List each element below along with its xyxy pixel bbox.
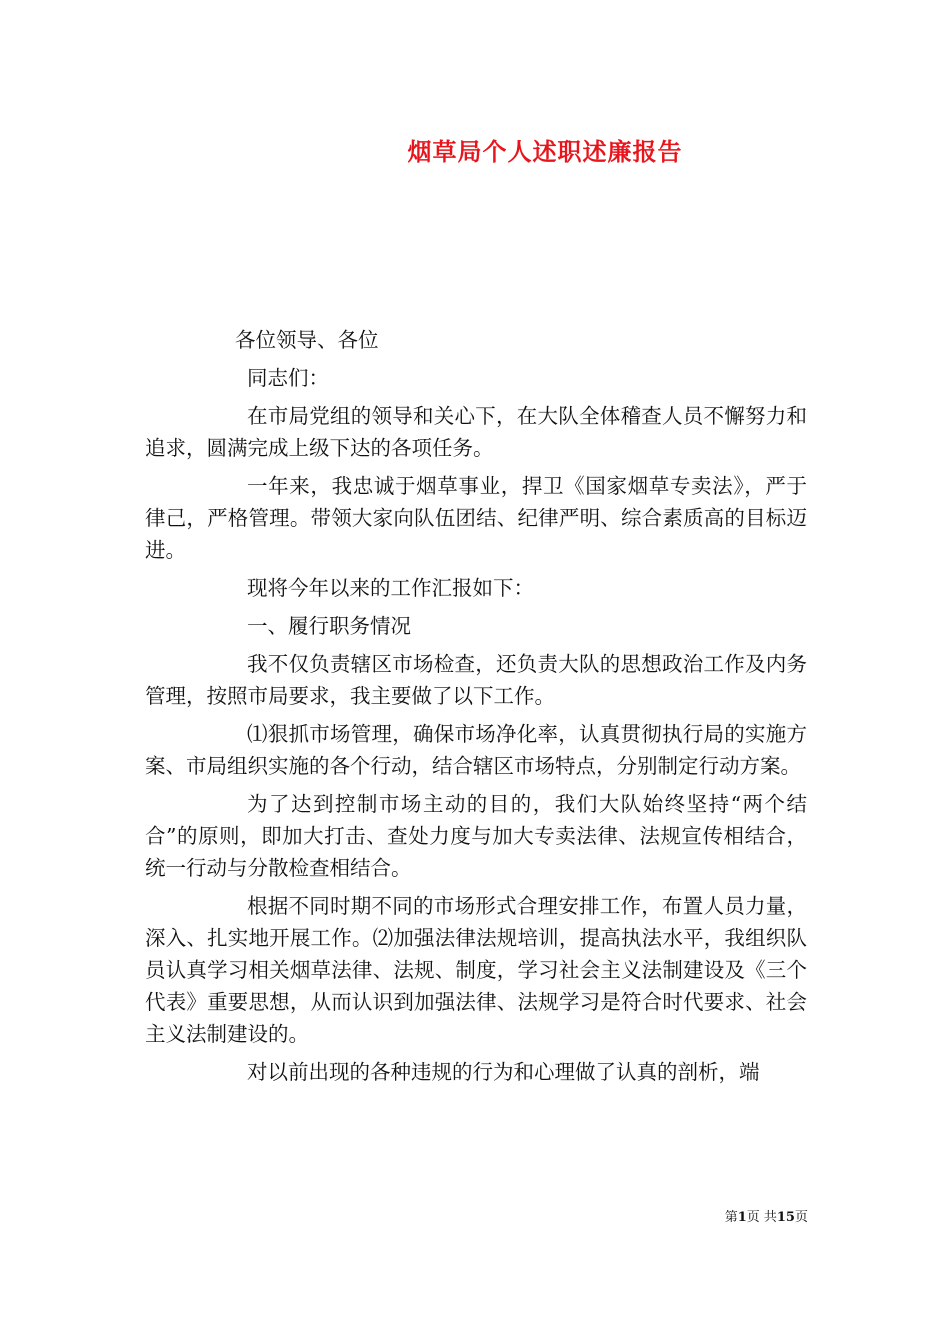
footer-middle: 页 共 <box>746 1210 777 1225</box>
paragraph: ⑴狠抓市场管理，确保市场净化率，认真贯彻执行局的实施方案、市局组织实施的各个行动，结合辖区市场特点，分别制定行动方案。 <box>145 722 807 778</box>
salutation-line-1: 各位领导、各位 <box>235 328 379 352</box>
paragraph: 为了达到控制市场主动的目的，我们大队始终坚持“两个结合”的原则，即加大打击、查处力度与加大专卖法律、法规宣传相结合，统一行动与分散检查相结合。 <box>145 792 807 880</box>
paragraph: 对以前出现的各种违规的行为和心理做了认真的剖析，端 <box>247 1060 760 1084</box>
paragraph: 现将今年以来的工作汇报如下： <box>247 576 534 600</box>
salutation-line-2: 同志们： <box>247 366 329 390</box>
paragraph: 在市局党组的领导和关心下，在大队全体稽查人员不懈努力和追求，圆满完成上级下达的各项任务。 <box>145 404 807 460</box>
paragraph: 一年来，我忠诚于烟草事业，捍卫《国家烟草专卖法》，严于律己，严格管理。带领大家向队伍团结、纪律严明、综合素质高的目标迈进。 <box>145 474 807 562</box>
footer-total-pages: 15 <box>776 1210 795 1225</box>
paragraph: 我不仅负责辖区市场检查，还负责大队的思想政治工作及内务管理，按照市局要求，我主要做了以下工作。 <box>145 652 807 708</box>
paragraph: 根据不同时期不同的市场形式合理安排工作，布置人员力量，深入、扎实地开展工作。⑵加强法律法规培训，提高执法水平，我组织队员认真学习相关烟草法律、法规、制度，学习社会主义法制建设及《三个代表》重要思想，从而认识到加强法律、法规学习是符合时代要求、社会主义法制建设的。 <box>145 894 807 1046</box>
document-title: 烟草局个人述职述廉报告 <box>407 137 683 166</box>
page-footer <box>0 1206 808 1225</box>
section-heading: 一、履行职务情况 <box>247 614 411 638</box>
footer-suffix: 页 <box>794 1210 808 1225</box>
footer-prefix: 第 <box>724 1210 738 1225</box>
document-body <box>145 324 807 1094</box>
footer-page-number: 1 <box>737 1210 747 1225</box>
